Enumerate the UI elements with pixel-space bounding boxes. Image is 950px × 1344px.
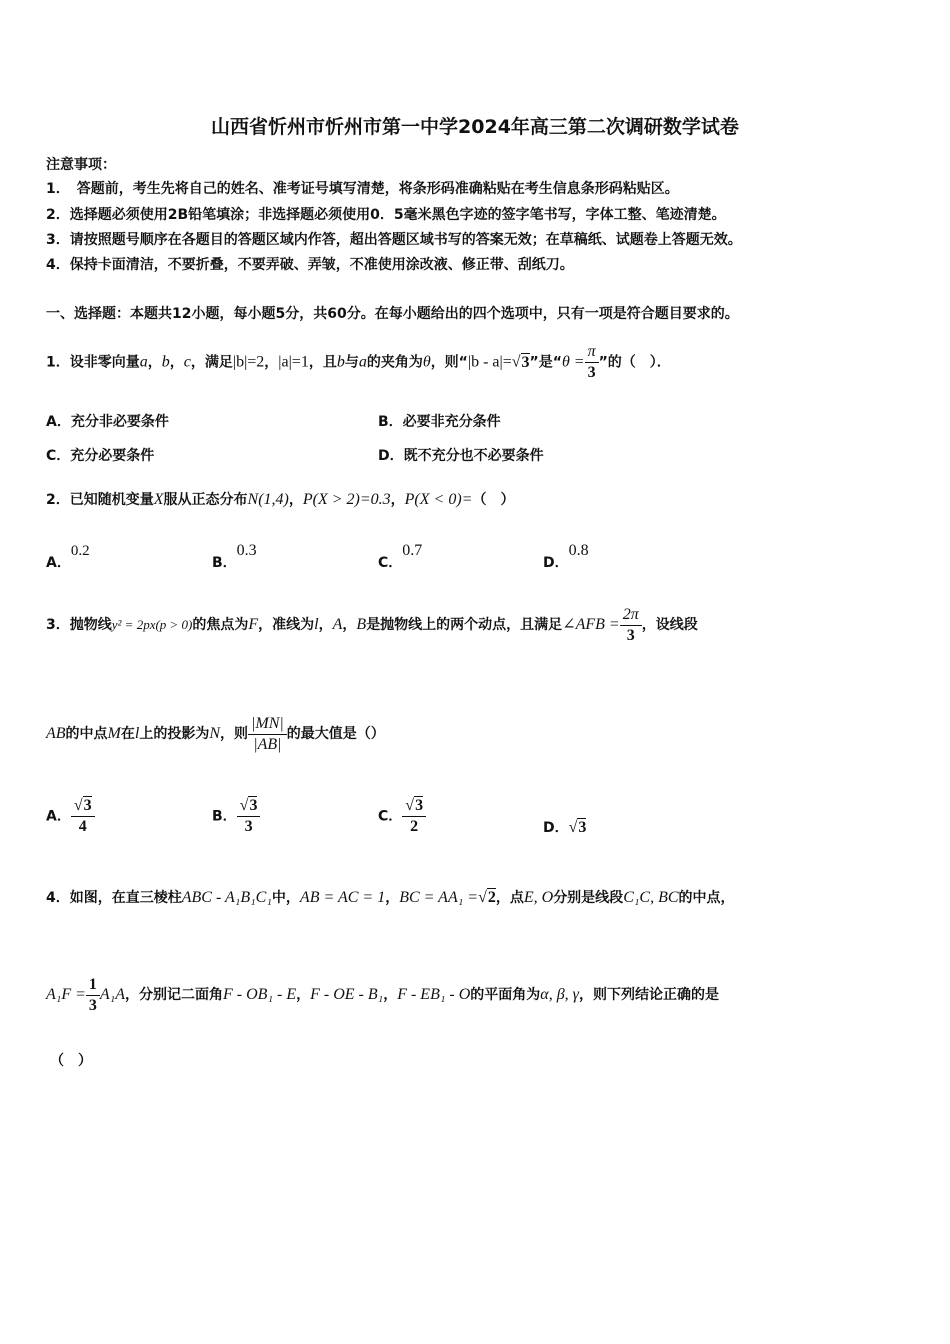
- random-variable-x: X: [153, 491, 164, 508]
- vector-a: a: [358, 353, 367, 371]
- q4-eq2: BC = AA₁ =: [399, 889, 479, 906]
- midpoint-m: M: [107, 725, 121, 742]
- q1-sep: ，: [169, 354, 184, 371]
- fraction-2pi-3: [620, 605, 642, 646]
- dihedral-3: F - EB₁ - O: [397, 986, 471, 1003]
- q3-text: 的最大值是（）: [286, 726, 385, 742]
- sqrt-2: √2: [478, 889, 496, 906]
- focus-f: F: [248, 616, 259, 633]
- option-label: D．: [543, 555, 569, 571]
- directrix-l: l: [134, 725, 140, 742]
- denominator: 3: [88, 996, 97, 1014]
- q4-sep: ，: [383, 987, 398, 1003]
- q4-text: 4．如图，在直三棱柱: [46, 890, 182, 906]
- option-label: A．: [46, 808, 71, 825]
- q1-text: ”的（ ）．: [598, 354, 671, 371]
- option-value: 0.2: [70, 543, 90, 559]
- q2-option-c[interactable]: [378, 542, 423, 572]
- q1-sep: ，: [264, 354, 279, 371]
- option-label: B．: [212, 808, 237, 825]
- question-3: [46, 598, 698, 652]
- notice-heading: 注意事项：: [46, 157, 116, 173]
- notice-item: 3．请按照题号顺序在各题目的答题区域内作答，超出答题区域书写的答案无效；在草稿纸、试题卷上答题无效。: [46, 232, 742, 248]
- q3-text: 上的投影为: [139, 726, 210, 742]
- q4-text: ，则下列结论正确的是: [578, 987, 719, 1003]
- question-4-continued: [46, 970, 719, 1020]
- q1-text: ，且: [308, 354, 337, 371]
- question-3-continued: [46, 706, 385, 762]
- fraction-sqrt3-4: [71, 796, 95, 837]
- theta-eq: θ =: [561, 353, 585, 371]
- radicand: 3: [578, 819, 587, 836]
- q1-text: 与: [344, 354, 359, 371]
- sqrt-3: √3: [568, 819, 587, 836]
- q4-eq1: AB = AC = 1: [299, 889, 386, 906]
- prob-x-gt-2: P(X > 2)=0.3: [302, 491, 391, 508]
- q1-expr: |b - a|=: [467, 353, 512, 371]
- q3-text: ，设线段: [641, 617, 698, 633]
- q2-sep: ，: [390, 492, 405, 508]
- vector-a1a: A₁A: [99, 986, 126, 1003]
- vector-a: a: [139, 353, 148, 371]
- denominator: 3: [244, 818, 253, 835]
- q1-text: 的夹角为: [366, 354, 423, 371]
- page-title: 山西省忻州市忻州市第一中学2024年高三第二次调研数学试卷: [211, 116, 739, 138]
- sqrt-3: √3: [511, 353, 530, 371]
- notice-item: 2．选择题必须使用2B铅笔填涂；非选择题必须使用0．5毫米黑色字迹的签字笔书写，字体工整、笔迹清楚。: [46, 207, 726, 223]
- q3-text: 在: [120, 726, 135, 742]
- angles-abg: α, β, γ: [540, 986, 579, 1003]
- q4-sep: ，: [385, 890, 400, 906]
- q3-option-b[interactable]: [212, 796, 260, 837]
- numerator: |MN|: [248, 714, 287, 735]
- q2-sep: ，: [288, 492, 303, 508]
- q1-cond1: |b|=2: [232, 353, 265, 371]
- q4-text: 的中点，: [678, 890, 735, 906]
- q4-sep: ，: [296, 987, 311, 1003]
- radicand: 3: [521, 353, 530, 371]
- option-label: D．: [543, 820, 569, 836]
- option-value: 0.3: [236, 542, 257, 559]
- numerator: √3: [402, 796, 426, 817]
- denominator: |AB|: [253, 735, 282, 753]
- q2-option-b[interactable]: [212, 542, 257, 572]
- q1-sep: ，: [147, 354, 162, 371]
- notice-item: 4．保持卡面清洁，不要折叠，不要弄破、弄皱，不准使用涂改液、修正带、刮纸刀。: [46, 257, 574, 273]
- fraction-1-3: [86, 975, 100, 1016]
- q3-option-d[interactable]: [543, 817, 586, 837]
- angle-afb: ∠AFB =: [562, 616, 620, 633]
- q4-text: ，点: [495, 890, 524, 906]
- fraction-sqrt3-2: [402, 796, 426, 837]
- prism-name: ABC - A₁B₁C₁: [181, 889, 272, 906]
- q3-text: ，: [342, 617, 357, 633]
- numerator: 1: [86, 975, 100, 996]
- q3-text: ，则: [220, 726, 248, 742]
- dihedral-1: F - OB₁ - E: [223, 986, 297, 1003]
- q3-option-c[interactable]: [378, 796, 426, 837]
- q3-text: 3．抛物线: [46, 617, 112, 633]
- q4-answer-blank: （ ）: [50, 1053, 92, 1069]
- radicand: 2: [487, 889, 496, 906]
- directrix-l: l: [314, 616, 319, 633]
- denominator: 2: [410, 818, 419, 835]
- q1-text: ”是“: [529, 354, 562, 371]
- segment-ab: AB: [46, 725, 66, 742]
- normal-distribution: N(1,4): [247, 491, 289, 508]
- numerator: √3: [237, 796, 261, 817]
- q3-text: ，准线为: [258, 617, 315, 633]
- question-4: [46, 878, 735, 918]
- q4-text: 中，: [271, 890, 300, 906]
- points-e-o: E, O: [523, 889, 554, 906]
- option-value: 0.7: [402, 542, 423, 559]
- vector-b: b: [336, 353, 345, 371]
- notice-item: 1． 答题前，考生先将自己的姓名、准考证号填写清楚，将条形码准确粘贴在考生信息条形码粘贴区。: [46, 181, 679, 197]
- q1-text: 1．设非零向量: [46, 354, 140, 371]
- q4-text: 的平面角为: [470, 987, 541, 1003]
- q1-option-b[interactable]: B．必要非充分条件: [378, 414, 501, 430]
- option-label: C．: [378, 808, 403, 825]
- q3-text: 是抛物线上的两个动点，且满足: [366, 617, 563, 633]
- section-heading: 一、选择题：本题共12小题，每小题5分，共60分。在每小题给出的四个选项中，只有一项是符合题目要求的。: [46, 306, 739, 322]
- q2-text: 服从正态分布: [163, 492, 248, 508]
- denominator: 4: [78, 818, 87, 835]
- numerator: 2π: [620, 605, 642, 626]
- q1-option-d[interactable]: D．既不充分也不必要条件: [378, 448, 544, 464]
- q1-text: ，满足: [190, 354, 233, 371]
- q3-text: 的中点: [65, 726, 108, 742]
- option-label: C．: [378, 555, 403, 571]
- q2-option-a[interactable]: [46, 543, 90, 572]
- q1-option-c[interactable]: C．充分必要条件: [46, 448, 155, 464]
- q1-cond2: |a|=1: [278, 353, 309, 371]
- denominator: 3: [587, 364, 596, 381]
- option-label: A．: [46, 555, 71, 571]
- option-label: B．: [212, 555, 237, 571]
- radicand: 3: [83, 797, 92, 814]
- question-2: [46, 480, 514, 520]
- q4-text: ，分别记二面角: [125, 987, 224, 1003]
- q2-text: 2．已知随机变量: [46, 492, 154, 508]
- vector-c: c: [183, 353, 191, 371]
- projection-n: N: [209, 725, 220, 742]
- vector-a1f: A₁F =: [46, 986, 86, 1003]
- q1-text: ，则“: [430, 354, 468, 371]
- parabola-equation: y² = 2px(p > 0): [111, 617, 193, 632]
- q3-text: 的焦点为: [192, 617, 249, 633]
- fraction-pi-3: [585, 342, 599, 383]
- segments: C₁C, BC: [623, 889, 679, 906]
- point-a: A: [332, 616, 343, 633]
- option-value: 0.8: [568, 542, 589, 559]
- q2-option-d[interactable]: [543, 542, 589, 572]
- q4-text: 分别是线段: [553, 890, 624, 906]
- q3-option-a[interactable]: [46, 796, 95, 837]
- dihedral-2: F - OE - B₁: [310, 986, 384, 1003]
- point-b: B: [356, 616, 367, 633]
- q1-option-a[interactable]: A．充分非必要条件: [46, 414, 169, 430]
- fraction-mn-ab: [248, 714, 287, 755]
- denominator: 3: [626, 626, 635, 644]
- vector-b: b: [161, 353, 170, 371]
- numerator: √3: [71, 796, 95, 817]
- q3-text: ，: [318, 617, 333, 633]
- fraction-sqrt3-3: [237, 796, 261, 837]
- theta-symbol: θ: [422, 353, 431, 371]
- radicand: 3: [249, 797, 258, 814]
- question-1: [46, 342, 671, 383]
- numerator: π: [585, 342, 599, 363]
- q2-text: （ ）: [472, 492, 515, 508]
- radicand: 3: [415, 797, 424, 814]
- prob-x-lt-0: P(X < 0)=: [404, 491, 473, 508]
